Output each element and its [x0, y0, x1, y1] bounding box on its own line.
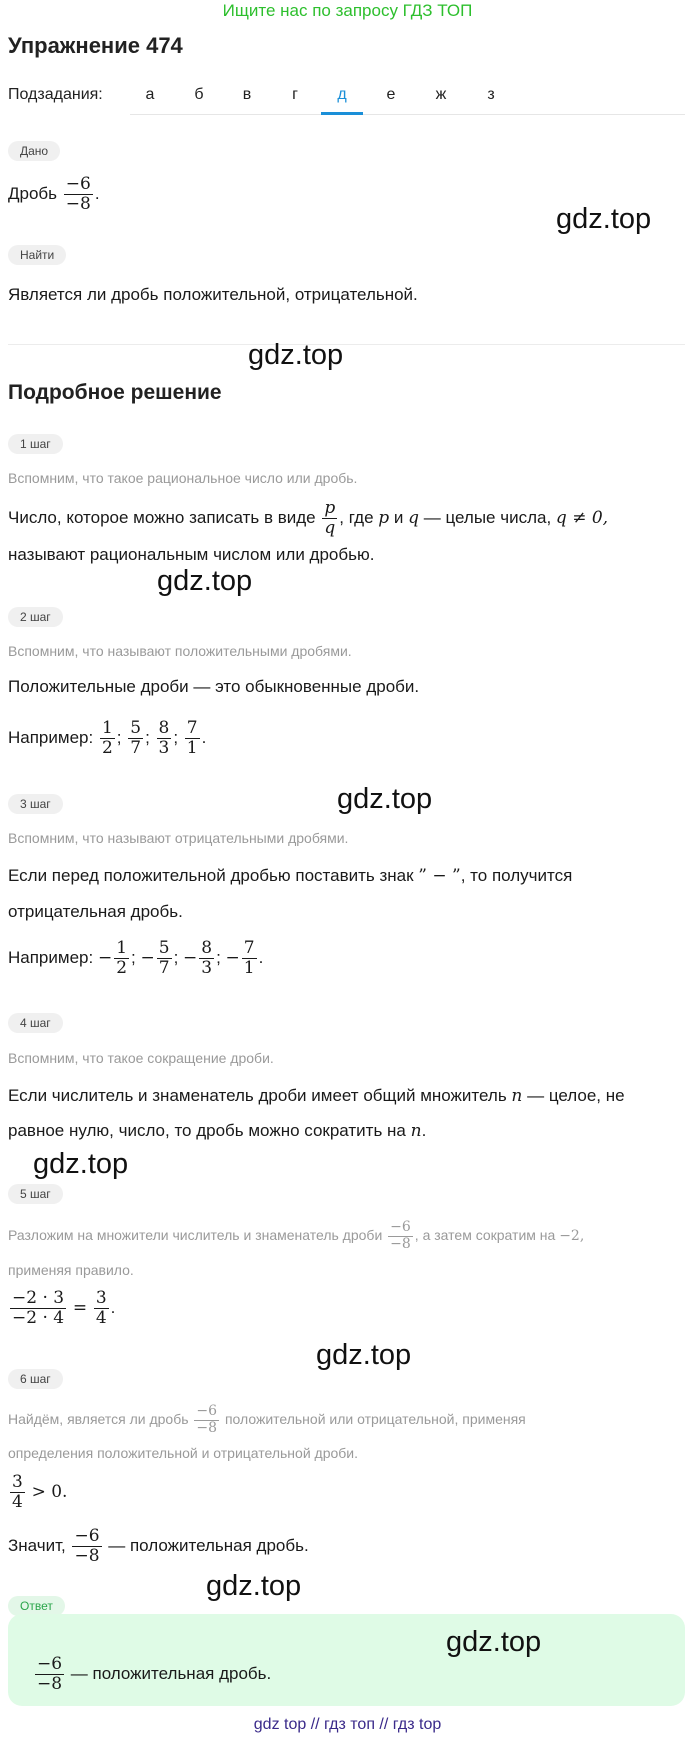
- frac-den: 1: [186, 738, 198, 759]
- example-fraction: [100, 719, 115, 757]
- res-num: 3: [95, 1288, 107, 1309]
- frac-den: 3: [201, 958, 213, 979]
- frac-den: −8: [74, 1546, 100, 1567]
- step6-hint1b: положительной или отрицательной, применяя: [224, 1411, 526, 1427]
- step4-line2a: равное нулю, число, то дробь можно сократить на: [8, 1121, 406, 1140]
- watermark: gdz.top: [206, 1570, 302, 1602]
- given-fraction: [64, 175, 93, 213]
- step3-pill: 3 шаг: [8, 794, 63, 814]
- frac-den: 7: [130, 738, 142, 759]
- step1-line2: называют рациональным числом или дробью.: [8, 545, 375, 564]
- answer-fraction: [35, 1655, 64, 1693]
- tab-v[interactable]: в: [242, 86, 252, 103]
- answer-text: [33, 1648, 271, 1700]
- conclusion-b: — положительная дробь.: [108, 1536, 309, 1555]
- minus: −: [225, 948, 240, 968]
- tab-b[interactable]: б: [194, 86, 204, 103]
- step5-hint1b: , а затем сократим на: [414, 1227, 556, 1243]
- frac-num: 1: [116, 938, 128, 959]
- frac-num: −6: [390, 1219, 411, 1236]
- q: q: [324, 518, 336, 539]
- watermark: gdz.top: [33, 1148, 129, 1180]
- tab-z[interactable]: з: [487, 86, 495, 103]
- frac-den: 3: [158, 738, 170, 759]
- step1-line1d: — целые числа,: [423, 508, 552, 527]
- reduce-by: −2,: [559, 1228, 585, 1244]
- step1-pill: 1 шаг: [8, 434, 63, 454]
- subtasks-label: Подзадания:: [8, 86, 103, 103]
- step3-line1b: , то получится: [460, 866, 573, 885]
- given-den: −8: [65, 194, 91, 215]
- frac-den: 2: [116, 958, 128, 979]
- res-den: 4: [95, 1308, 107, 1329]
- top-banner[interactable]: Ищите нас по запросу ГДЗ ТОП: [222, 1, 473, 20]
- step4-pill: 4 шаг: [8, 1013, 63, 1033]
- step2-pill: 2 шаг: [8, 607, 63, 627]
- step4-line1: [8, 1086, 625, 1106]
- frac-num: 1: [101, 718, 113, 739]
- frac-den: −8: [390, 1235, 411, 1252]
- minus: −: [140, 948, 155, 968]
- given-pill: Дано: [8, 141, 60, 161]
- watermark: gdz.top: [157, 565, 253, 597]
- tab-d[interactable]: д: [337, 86, 347, 103]
- step6-hint2: определения положительной и отрицательной дроби.: [8, 1445, 359, 1461]
- frac-num: 8: [158, 718, 170, 739]
- eq-den: −2 · 4: [12, 1308, 65, 1329]
- step4-line1b: — целое, не: [527, 1086, 625, 1105]
- tabs-baseline: [130, 114, 685, 115]
- step4-line2b: .: [421, 1121, 427, 1140]
- conclusion-a: Значит,: [8, 1536, 66, 1555]
- step1-hint: Вспомним, что такое рациональное число или дробь.: [8, 470, 358, 486]
- step2-line1: Положительные дроби — это обыкновенные дроби.: [8, 677, 420, 696]
- answer-pill: Ответ: [8, 1596, 65, 1616]
- step2-hint: Вспомним, что называют положительными дробями.: [8, 643, 352, 659]
- step3-examples: Например: − $\frac{1}{2}$ ; − $\frac{5}{7}$ ; − $\frac{8}{3}$ ; − $\frac{7}{1}$ .: [8, 938, 264, 979]
- p-var: p: [378, 508, 390, 528]
- step3-line2: отрицательная дробь.: [8, 902, 183, 921]
- frac-den: 4: [12, 1492, 23, 1513]
- step6-pill: 6 шаг: [8, 1369, 63, 1389]
- minus: −: [183, 948, 198, 968]
- find-text: Является ли дробь положительной, отрицательной.: [8, 285, 418, 304]
- frac-num: −6: [196, 1403, 218, 1420]
- watermark: gdz.top: [248, 339, 344, 371]
- p-over-q: [322, 499, 337, 537]
- find-pill: Найти: [8, 245, 66, 265]
- step4-line1a: Если числитель и знаменатель дроби имеет общий множитель: [8, 1086, 507, 1105]
- watermark: gdz.top: [446, 1626, 542, 1658]
- tab-zh[interactable]: ж: [435, 86, 447, 103]
- frac-num: −6: [37, 1654, 63, 1675]
- step2-example-label: Например:: [8, 728, 94, 747]
- given-suffix: .: [94, 184, 100, 203]
- eq-fraction: [10, 1289, 66, 1327]
- page-title: Упражнение 474: [8, 33, 183, 58]
- frac-den: 1: [243, 958, 255, 979]
- frac-num: 5: [158, 938, 170, 959]
- step6-fraction: [194, 1404, 219, 1436]
- step3-line1a: Если перед положительной дробью поставить знак: [8, 866, 414, 885]
- equals: =: [72, 1298, 88, 1318]
- example-fraction: [242, 939, 257, 977]
- eq-num: −2 · 3: [12, 1288, 65, 1309]
- conclusion-fraction: [72, 1527, 101, 1565]
- n-var: n: [511, 1086, 523, 1106]
- step1-line1b: , где: [339, 508, 374, 527]
- step6-compare: [8, 1466, 67, 1518]
- step5-fraction: [388, 1220, 413, 1252]
- example-fraction: [199, 939, 214, 977]
- solution-title: Подробное решение: [8, 381, 222, 404]
- q-neq-zero: q ≠ 0,: [555, 508, 609, 528]
- frac-num: 7: [186, 718, 198, 739]
- step5-hint2: применяя правило.: [8, 1262, 134, 1278]
- step6-hint1a: Найдём, является ли дробь: [8, 1411, 189, 1427]
- given-prefix: Дробь: [8, 184, 58, 203]
- frac-den: 2: [101, 738, 113, 759]
- tab-e[interactable]: е: [386, 86, 396, 103]
- dot: .: [110, 1298, 116, 1317]
- divider: [8, 344, 685, 345]
- example-fraction: [157, 719, 172, 757]
- q-var: q: [408, 508, 420, 528]
- step1-line1c: и: [393, 508, 404, 527]
- tab-g[interactable]: г: [292, 86, 298, 103]
- step5-equation: [8, 1282, 115, 1334]
- step6-hint1: [8, 1396, 526, 1442]
- minus: −: [97, 948, 113, 968]
- step6-conclusion: [8, 1520, 309, 1572]
- example-fraction: [128, 719, 143, 757]
- tab-a[interactable]: а: [145, 86, 155, 103]
- watermark: gdz.top: [337, 783, 433, 815]
- frac-num: 5: [130, 718, 142, 739]
- step5-hint1a: Разложим на множители числитель и знаменатель дроби: [8, 1227, 383, 1243]
- step3-line1: [8, 866, 572, 886]
- p: p: [324, 498, 336, 519]
- step1-line1: [8, 492, 608, 544]
- step3-hint: Вспомним, что называют отрицательными дробями.: [8, 830, 349, 846]
- step5-pill: 5 шаг: [8, 1184, 63, 1204]
- watermark: gdz.top: [556, 203, 652, 235]
- step3-example-label: Например:: [8, 948, 94, 967]
- frac-den: −8: [196, 1419, 218, 1436]
- step2-examples: Например: $\frac{1}{2}$ ; $\frac{5}{7}$ ; $\frac{8}{3}$ ; $\frac{7}{1}$ .: [8, 718, 207, 759]
- minus-sign-quote: ” − ”: [418, 866, 461, 886]
- footer-links[interactable]: gdz top // гдз топ // гдз top: [253, 1716, 442, 1733]
- frac-num: 7: [243, 938, 255, 959]
- watermark: gdz.top: [316, 1339, 412, 1371]
- example-fraction: [157, 939, 172, 977]
- frac-num: 3: [12, 1472, 23, 1493]
- n-var: n: [410, 1121, 422, 1141]
- frac-num: −6: [74, 1526, 100, 1547]
- step4-line2: [8, 1121, 426, 1141]
- compare-fraction: [10, 1473, 25, 1511]
- example-fraction: [114, 939, 129, 977]
- result-fraction: [94, 1289, 109, 1327]
- example-fraction: [185, 719, 200, 757]
- given-num: −6: [65, 174, 91, 195]
- frac-den: 7: [158, 958, 170, 979]
- frac-num: 8: [201, 938, 213, 959]
- frac-den: −8: [37, 1674, 63, 1695]
- step4-hint: Вспомним, что такое сокращение дроби.: [8, 1050, 274, 1066]
- step1-line1a: Число, которое можно записать в виде: [8, 508, 316, 527]
- step5-hint1: [8, 1212, 584, 1259]
- greater-than-zero: > 0.: [31, 1482, 68, 1502]
- answer-label: — положительная дробь.: [70, 1664, 272, 1683]
- active-tab-indicator: [321, 112, 363, 115]
- given-text: [8, 170, 100, 218]
